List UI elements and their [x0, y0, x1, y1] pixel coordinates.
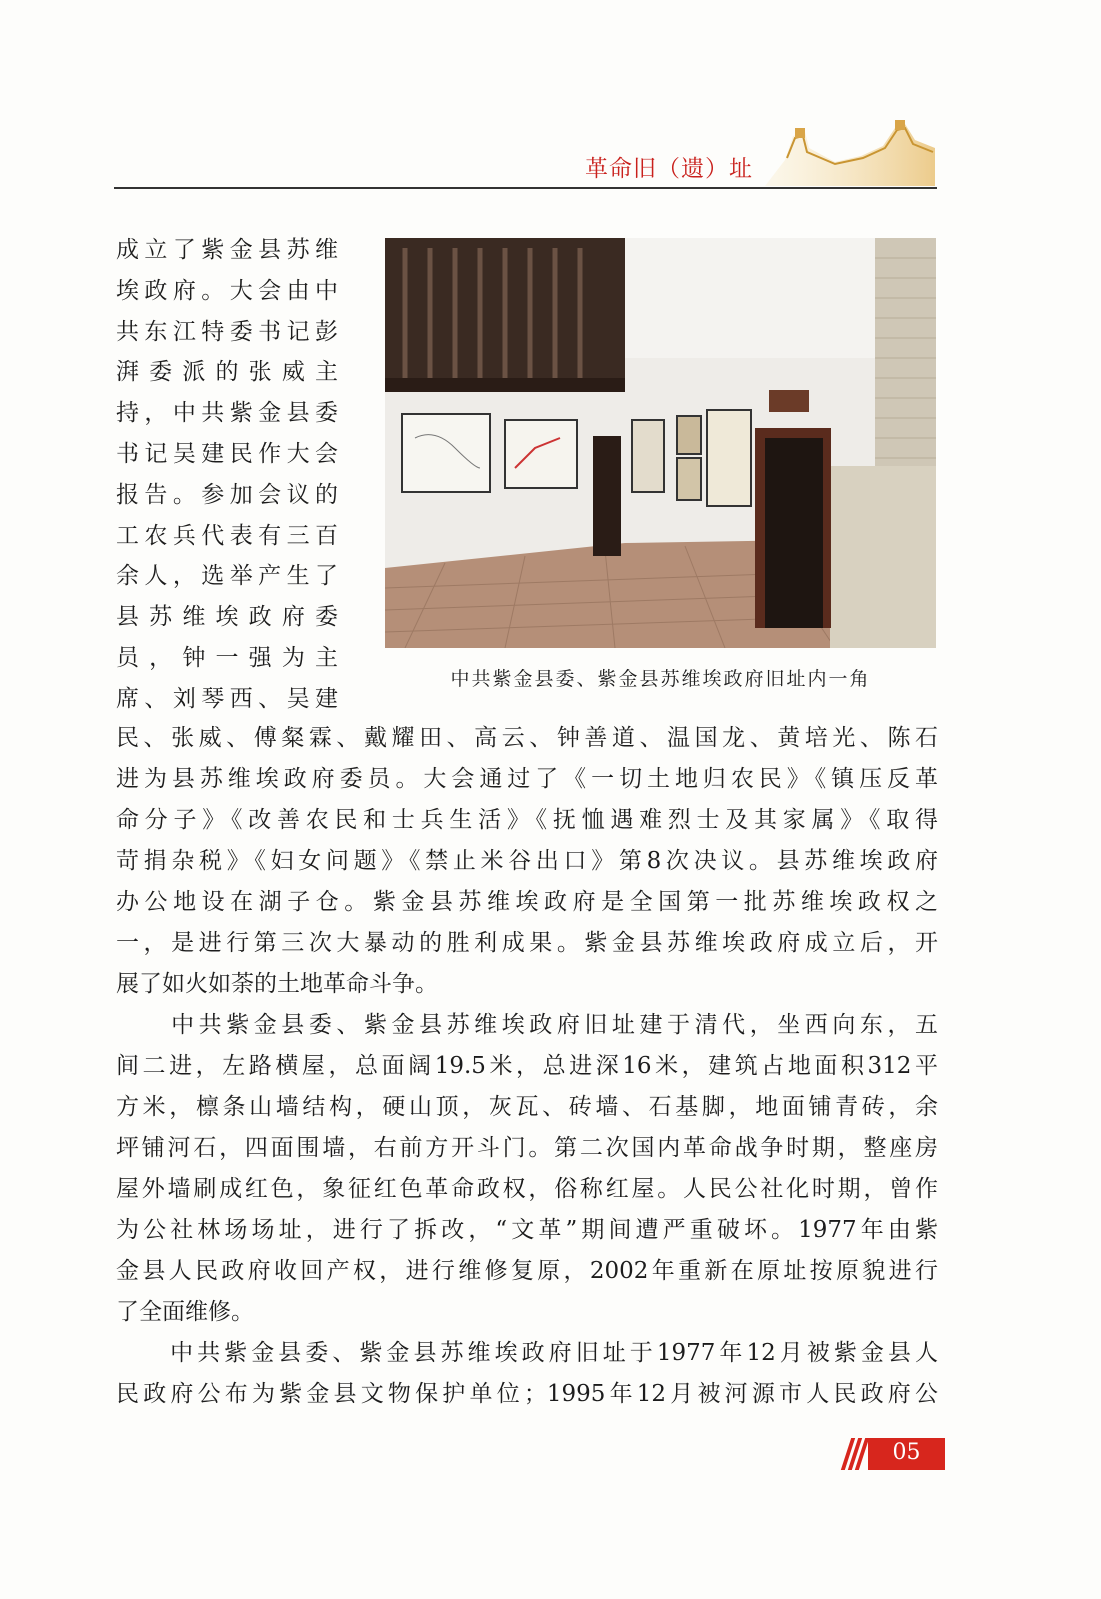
body-text — [116, 718, 938, 1415]
page-number: 05 — [892, 1440, 921, 1465]
text-line: 县苏维埃政府委 — [116, 604, 338, 631]
text-line: 持，中共紫金县委 — [116, 400, 338, 427]
text-line: 民政府公布为紫金县文物保护单位；1995年12月被河源市人民政府公 — [116, 1381, 938, 1407]
text-line: 埃政府。大会由中 — [116, 277, 338, 304]
text-line: 书记吴建民作大会 — [116, 440, 338, 467]
text-line: 展了如火如荼的土地革命斗争。 — [116, 971, 438, 997]
text-line: 坪铺河石，四面围墙，右前方开斗门。第二次国内革命战争时期，整座房 — [116, 1135, 938, 1161]
text-line: 共东江特委书记彭 — [116, 318, 338, 345]
page-number-badge — [868, 1438, 945, 1470]
text-line: 为公社林场场址，进行了拆改，“文革”期间遭严重破坏。1977年由紫 — [116, 1217, 938, 1243]
text-line: 中共紫金县委、紫金县苏维埃政府旧址于1977年12月被紫金县人 — [116, 1340, 938, 1366]
text-line: 间二进，左路横屋，总面阔19.5米，总进深16米，建筑占地面积312平 — [116, 1053, 938, 1079]
interior-photo — [385, 238, 936, 648]
text-line: 了全面维修。 — [116, 1299, 254, 1325]
text-line: 员，钟一强为主 — [116, 644, 338, 671]
text-line: 办公地设在湖子仓。紫金县苏维埃政府是全国第一批苏维埃政权之 — [116, 889, 938, 915]
text-line: 方米，檩条山墙结构，硬山顶，灰瓦、砖墙、石基脚，地面铺青砖，余 — [116, 1094, 938, 1120]
text-line: 余人，选举产生了 — [116, 563, 338, 590]
text-line: 湃委派的张威主 — [116, 359, 338, 386]
text-line: 屋外墙刷成红色，象征红色革命政权，俗称红屋。人民公社化时期，曾作 — [116, 1176, 938, 1202]
text-line: 进为县苏维埃政府委员。大会通过了《一切土地归农民》《镇压反革 — [116, 766, 938, 792]
text-line: 一，是进行第三次大暴动的胜利成果。紫金县苏维埃政府成立后，开 — [116, 930, 938, 956]
text-line: 报告。参加会议的 — [116, 481, 338, 508]
narrow-text-column — [116, 230, 338, 720]
text-line: 民、张威、傅粲霖、戴耀田、高云、钟善道、温国龙、黄培光、陈石 — [116, 725, 938, 751]
section-title: 革命旧（遗）址 — [585, 156, 753, 182]
text-line: 命分子》《改善农民和士兵生活》《抚恤遇难烈士及其家属》《取得 — [116, 807, 938, 833]
photo-caption: 中共紫金县委、紫金县苏维埃政府旧址内一角 — [450, 668, 871, 690]
text-line: 工农兵代表有三百 — [116, 522, 338, 549]
text-line: 中共紫金县委、紫金县苏维埃政府旧址建于清代，坐西向东，五 — [116, 1012, 938, 1038]
text-line: 苛捐杂税》《妇女问题》《禁止米谷出口》第8次决议。县苏维埃政府 — [116, 848, 938, 874]
header-rule — [114, 187, 937, 189]
great-wall-decoration — [765, 118, 935, 186]
text-line: 金县人民政府收回产权，进行维修复原，2002年重新在原址按原貌进行 — [116, 1258, 938, 1284]
text-line: 席、刘琴西、吴建 — [116, 685, 338, 712]
text-line: 成立了紫金县苏维 — [116, 237, 338, 263]
